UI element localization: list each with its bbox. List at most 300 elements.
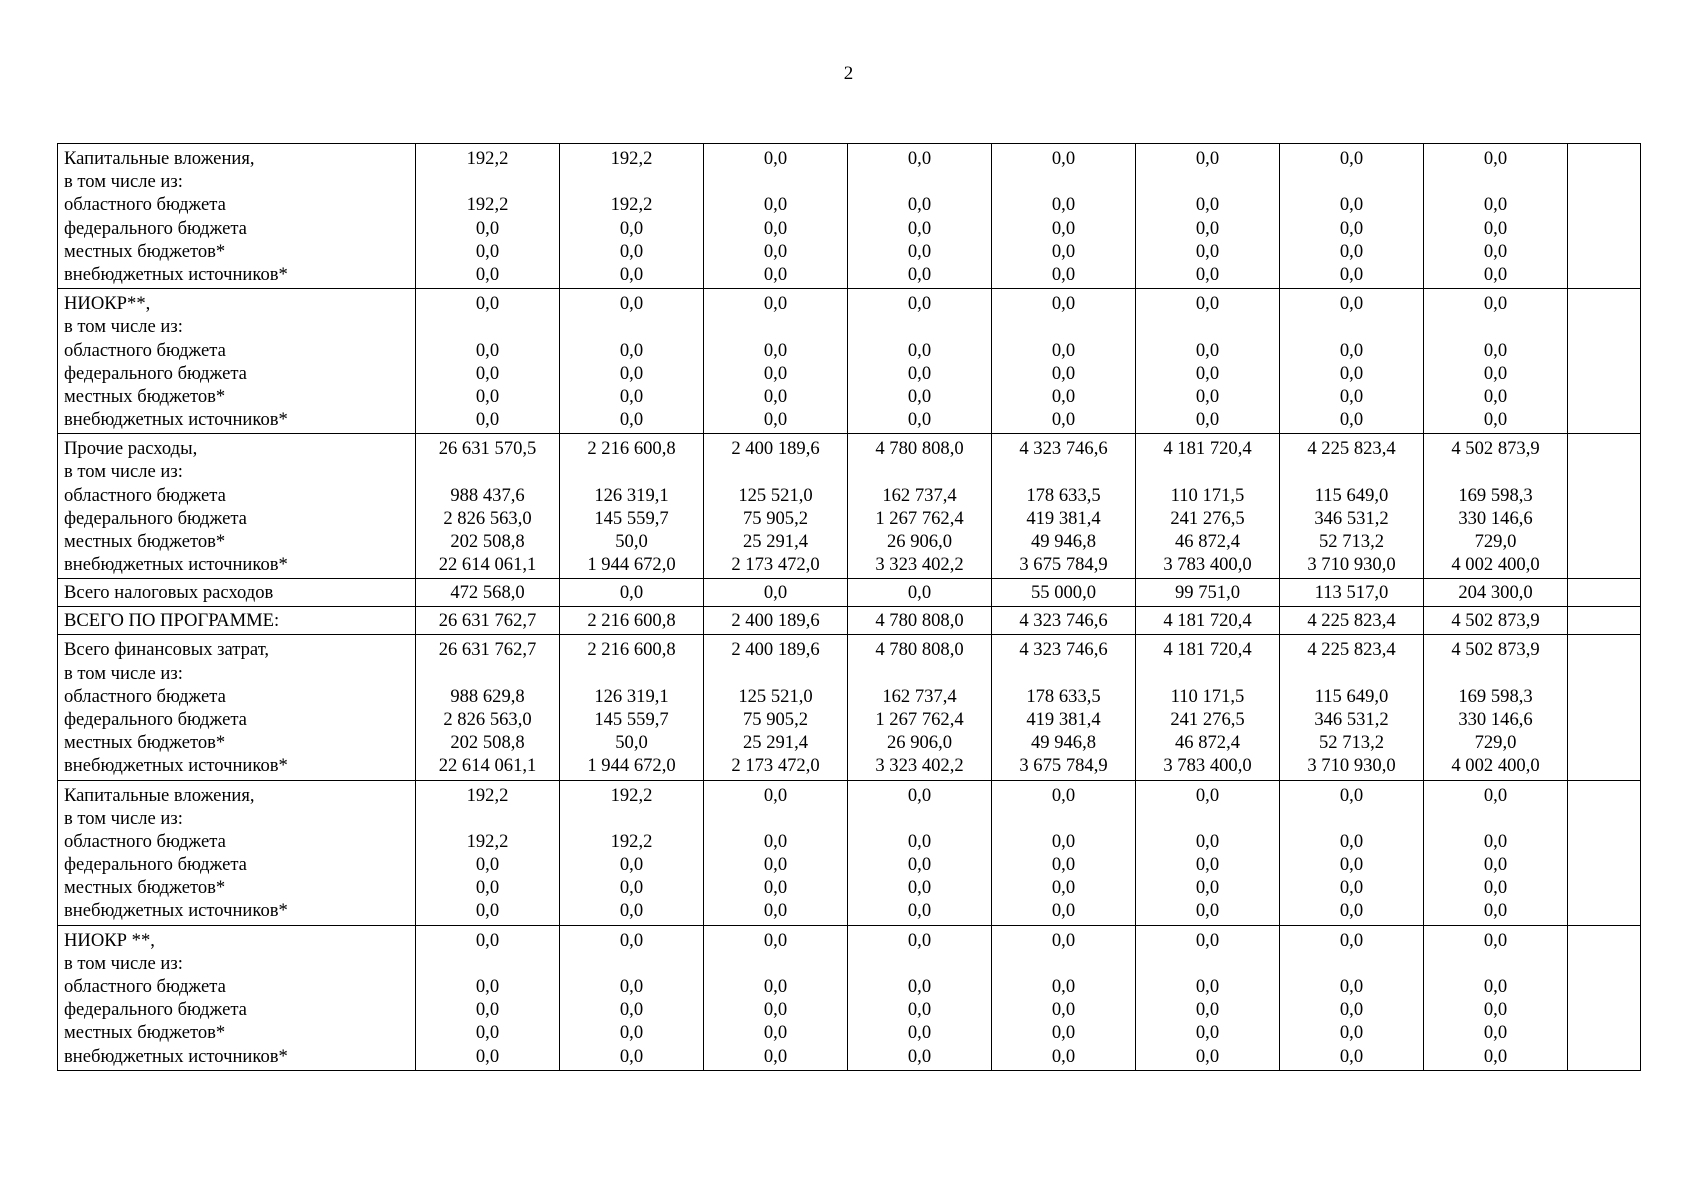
value-cell (1424, 144, 1568, 289)
value-line: 4 002 400,0 (1451, 755, 1540, 777)
value-line (992, 952, 1135, 975)
value-line: 0,0 (1195, 900, 1220, 922)
value-line: 0,0 (1195, 362, 1220, 384)
value-line: 472 568,0 (450, 582, 525, 604)
value-line: 50,0 (615, 732, 648, 754)
value-line: 2 216 600,8 (587, 610, 676, 632)
value-line: 0,0 (1195, 194, 1220, 216)
value-line: 49 946,8 (1030, 732, 1097, 754)
empty-cell (1568, 144, 1641, 289)
value-line: 346 531,2 (1314, 708, 1389, 730)
value-cell (1136, 144, 1280, 289)
value-line: 0,0 (1339, 385, 1364, 407)
value-cell (848, 579, 992, 607)
value-line: 330 146,6 (1458, 507, 1533, 529)
value-line: 2 826 563,0 (443, 507, 532, 529)
value-line: 0,0 (619, 362, 644, 384)
value-line: 241 276,5 (1170, 708, 1245, 730)
value-line: 4 323 746,6 (1019, 438, 1108, 460)
value-line: 0,0 (907, 409, 932, 431)
value-line: 0,0 (907, 900, 932, 922)
row-label-line: внебюджетных источников* (64, 409, 288, 431)
value-cell (416, 607, 560, 635)
row-label-cell (58, 780, 416, 925)
row-label-cell (58, 925, 416, 1070)
value-line: 0,0 (1483, 854, 1508, 876)
value-line: 0,0 (619, 293, 644, 315)
value-line: 0,0 (1339, 240, 1364, 262)
value-cell (416, 434, 560, 579)
value-line: 0,0 (1195, 385, 1220, 407)
value-line: 0,0 (475, 385, 500, 407)
row-label-line: местных бюджетов* (64, 877, 226, 899)
value-line: 0,0 (1483, 929, 1508, 951)
value-line: 0,0 (907, 385, 932, 407)
row-label-line: федерального бюджета (64, 854, 247, 876)
value-line: 0,0 (1051, 362, 1076, 384)
value-line: 0,0 (619, 976, 644, 997)
value-line: 1 267 762,4 (875, 708, 964, 730)
value-line: 1 944 672,0 (587, 554, 676, 576)
value-line: 0,0 (763, 877, 788, 899)
value-line: 0,0 (1339, 362, 1364, 384)
value-cell (560, 434, 704, 579)
value-line: 0,0 (619, 385, 644, 407)
value-line (1424, 315, 1567, 338)
value-line (1280, 952, 1423, 975)
value-cell (1424, 780, 1568, 925)
row-label-line: местных бюджетов* (64, 240, 226, 262)
value-cell (704, 144, 848, 289)
value-line: 0,0 (763, 1045, 788, 1067)
row-label-cell (58, 289, 416, 434)
value-cell (1424, 579, 1568, 607)
value-line: 110 171,5 (1170, 685, 1245, 707)
row-label-line: областного бюджета (64, 685, 226, 707)
row-label-line: местных бюджетов* (64, 531, 226, 552)
value-line (992, 662, 1135, 685)
value-cell (992, 635, 1136, 780)
value-line: 169 598,3 (1458, 685, 1533, 707)
value-line: 1 267 762,4 (875, 507, 964, 529)
value-line: 4 225 823,4 (1307, 610, 1396, 632)
value-line: 0,0 (907, 217, 932, 239)
value-line: 3 675 784,9 (1019, 554, 1108, 576)
value-cell (992, 579, 1136, 607)
value-line: 4 225 823,4 (1307, 639, 1396, 661)
value-line: 3 783 400,0 (1163, 755, 1252, 777)
value-cell (1424, 635, 1568, 780)
value-line: 0,0 (619, 263, 644, 285)
value-line (704, 807, 847, 830)
value-line (416, 807, 559, 830)
row-label-cell (58, 635, 416, 780)
value-cell (848, 289, 992, 434)
value-line: 162 737,4 (882, 685, 957, 707)
table-row (58, 925, 1641, 1070)
value-line: 2 216 600,8 (587, 438, 676, 460)
value-line (848, 170, 991, 193)
value-line (1280, 460, 1423, 483)
value-line: 0,0 (1051, 1045, 1076, 1067)
value-line: 75 905,2 (742, 507, 809, 529)
empty-cell (1568, 607, 1641, 635)
value-cell (992, 607, 1136, 635)
value-line: 0,0 (907, 976, 932, 997)
value-line: 419 381,4 (1026, 507, 1101, 529)
value-line: 0,0 (1051, 339, 1076, 361)
value-line: 0,0 (907, 194, 932, 216)
value-line (1136, 807, 1279, 830)
value-line: 0,0 (907, 1022, 932, 1044)
value-line: 0,0 (1051, 263, 1076, 285)
value-line: 0,0 (1051, 240, 1076, 262)
empty-cell (1568, 780, 1641, 925)
value-line: 0,0 (1339, 194, 1364, 216)
value-line: 0,0 (1195, 240, 1220, 262)
value-line: 988 437,6 (450, 484, 525, 506)
value-line: 26 906,0 (886, 732, 953, 754)
row-label-line: внебюджетных источников* (64, 755, 288, 777)
value-cell (704, 635, 848, 780)
row-label-line: Капитальные вложения, (64, 148, 255, 169)
value-line: 2 400 189,6 (731, 610, 820, 632)
value-line: 0,0 (619, 999, 644, 1021)
value-line: 0,0 (1483, 1045, 1508, 1067)
value-line: 4 780 808,0 (875, 438, 964, 460)
value-line: 0,0 (1195, 929, 1220, 951)
value-line: 0,0 (907, 293, 932, 315)
value-line: 0,0 (763, 293, 788, 315)
value-line: 178 633,5 (1026, 685, 1101, 707)
value-line: 0,0 (1339, 409, 1364, 431)
row-label-line: Всего финансовых затрат, (64, 639, 270, 661)
value-line (416, 952, 559, 975)
row-label-line: областного бюджета (64, 484, 226, 506)
value-line: 110 171,5 (1170, 484, 1245, 506)
value-line: 25 291,4 (742, 732, 809, 754)
value-line: 0,0 (475, 1022, 500, 1044)
value-line (1136, 460, 1279, 483)
value-line: 0,0 (907, 784, 932, 806)
row-label-line: федерального бюджета (64, 362, 247, 384)
value-line: 0,0 (763, 409, 788, 431)
value-line: 52 713,2 (1318, 531, 1385, 552)
row-label-line: ВСЕГО ПО ПРОГРАММЕ: (64, 610, 280, 632)
value-line: 0,0 (1339, 999, 1364, 1021)
value-line (704, 460, 847, 483)
value-cell (848, 635, 992, 780)
value-line: 4 181 720,4 (1163, 639, 1252, 661)
value-cell (560, 635, 704, 780)
value-line: 0,0 (619, 877, 644, 899)
value-line: 115 649,0 (1314, 484, 1389, 506)
value-line: 0,0 (1339, 1045, 1364, 1067)
value-line: 115 649,0 (1314, 685, 1389, 707)
value-line: 126 319,1 (594, 484, 669, 506)
row-label-line: местных бюджетов* (64, 1022, 226, 1044)
value-line: 0,0 (1339, 263, 1364, 285)
value-cell (1136, 607, 1280, 635)
table-body (58, 144, 1641, 1071)
value-line (1136, 315, 1279, 338)
value-line: 0,0 (619, 1022, 644, 1044)
value-line: 162 737,4 (882, 484, 957, 506)
table-row (58, 144, 1641, 289)
value-line: 25 291,4 (742, 531, 809, 552)
value-cell (848, 434, 992, 579)
value-line: 0,0 (1339, 929, 1364, 951)
empty-cell (1568, 579, 1641, 607)
value-line: 4 780 808,0 (875, 639, 964, 661)
value-line: 0,0 (1483, 263, 1508, 285)
value-line: 0,0 (763, 854, 788, 876)
value-line: 0,0 (1339, 830, 1364, 852)
value-line: 0,0 (475, 263, 500, 285)
value-cell (1280, 607, 1424, 635)
value-cell (416, 144, 560, 289)
value-line (560, 315, 703, 338)
row-label-cell (58, 144, 416, 289)
table-row (58, 780, 1641, 925)
value-line: 192,2 (610, 148, 653, 169)
value-line: 0,0 (619, 240, 644, 262)
value-cell (560, 579, 704, 607)
value-cell (704, 579, 848, 607)
value-cell (992, 144, 1136, 289)
value-line: 0,0 (763, 830, 788, 852)
value-line: 0,0 (1483, 409, 1508, 431)
row-label-line: в том числе из: (64, 316, 183, 338)
value-line: 0,0 (619, 217, 644, 239)
value-line: 0,0 (1195, 293, 1220, 315)
empty-cell (1568, 635, 1641, 780)
value-line (848, 315, 991, 338)
value-line: 2 400 189,6 (731, 438, 820, 460)
row-label-line: в том числе из: (64, 461, 183, 483)
row-label-line: федерального бюджета (64, 708, 247, 730)
value-line (848, 662, 991, 685)
value-line: 0,0 (475, 877, 500, 899)
row-label-line: Всего налоговых расходов (64, 582, 274, 604)
row-label-line: областного бюджета (64, 194, 226, 216)
value-cell (416, 579, 560, 607)
value-line (416, 315, 559, 338)
table-row (58, 607, 1641, 635)
row-label-line: федерального бюджета (64, 507, 247, 529)
value-line: 2 173 472,0 (731, 755, 820, 777)
value-cell (560, 607, 704, 635)
value-line: 0,0 (1339, 854, 1364, 876)
value-line: 0,0 (475, 362, 500, 384)
value-cell (560, 780, 704, 925)
value-line: 75 905,2 (742, 708, 809, 730)
value-line: 52 713,2 (1318, 732, 1385, 754)
value-line: 0,0 (1195, 877, 1220, 899)
value-cell (1280, 144, 1424, 289)
value-line: 3 323 402,2 (875, 755, 964, 777)
value-line (1136, 952, 1279, 975)
value-line: 0,0 (475, 976, 500, 997)
value-cell (704, 607, 848, 635)
value-line: 0,0 (619, 409, 644, 431)
value-line: 202 508,8 (450, 531, 525, 552)
value-line (704, 952, 847, 975)
value-line: 988 629,8 (450, 685, 525, 707)
value-line: 3 710 930,0 (1307, 554, 1396, 576)
value-cell (1424, 607, 1568, 635)
value-line: 3 710 930,0 (1307, 755, 1396, 777)
value-line: 0,0 (1051, 148, 1076, 169)
value-line: 3 323 402,2 (875, 554, 964, 576)
value-line: 419 381,4 (1026, 708, 1101, 730)
value-line: 0,0 (907, 263, 932, 285)
value-line: 241 276,5 (1170, 507, 1245, 529)
value-line: 145 559,7 (594, 507, 669, 529)
value-cell (848, 144, 992, 289)
value-line: 0,0 (1195, 148, 1220, 169)
value-line: 0,0 (475, 240, 500, 262)
value-cell (1136, 579, 1280, 607)
value-line: 0,0 (763, 929, 788, 951)
value-line (1280, 170, 1423, 193)
value-line: 204 300,0 (1458, 582, 1533, 604)
value-cell (560, 289, 704, 434)
value-cell (1280, 579, 1424, 607)
value-line: 0,0 (1339, 217, 1364, 239)
value-cell (1136, 434, 1280, 579)
value-cell (992, 925, 1136, 1070)
row-label-line: внебюджетных источников* (64, 554, 288, 576)
value-line: 49 946,8 (1030, 531, 1097, 552)
value-line: 729,0 (1474, 531, 1517, 552)
value-line: 0,0 (1195, 1022, 1220, 1044)
value-cell (1136, 925, 1280, 1070)
value-line: 0,0 (1483, 240, 1508, 262)
row-label-line: местных бюджетов* (64, 385, 226, 407)
value-line: 145 559,7 (594, 708, 669, 730)
value-line (992, 460, 1135, 483)
row-label-line: внебюджетных источников* (64, 900, 288, 922)
value-line: 0,0 (907, 877, 932, 899)
value-line: 0,0 (907, 148, 932, 169)
value-line: 0,0 (1051, 929, 1076, 951)
value-cell (848, 925, 992, 1070)
row-label-line: НИОКР **, (64, 929, 155, 951)
row-label-line: в том числе из: (64, 952, 183, 974)
value-line: 0,0 (907, 929, 932, 951)
value-line: 0,0 (1339, 784, 1364, 806)
value-line: 0,0 (1051, 293, 1076, 315)
value-line: 0,0 (475, 999, 500, 1021)
value-line: 125 521,0 (738, 484, 813, 506)
value-cell (1424, 434, 1568, 579)
value-line: 2 826 563,0 (443, 708, 532, 730)
value-line: 0,0 (1051, 976, 1076, 997)
value-line: 0,0 (1483, 217, 1508, 239)
value-line: 0,0 (1483, 1022, 1508, 1044)
value-line (1424, 460, 1567, 483)
value-line: 46 872,4 (1174, 732, 1241, 754)
budget-table (57, 143, 1641, 1071)
value-line (992, 315, 1135, 338)
value-line: 0,0 (1483, 976, 1508, 997)
value-line: 0,0 (1483, 900, 1508, 922)
value-line: 0,0 (1483, 999, 1508, 1021)
value-line: 55 000,0 (1030, 582, 1097, 604)
value-line: 4 502 873,9 (1451, 610, 1540, 632)
value-line: 0,0 (763, 999, 788, 1021)
value-line: 0,0 (763, 385, 788, 407)
value-line: 330 146,6 (1458, 708, 1533, 730)
value-line: 0,0 (1195, 263, 1220, 285)
value-line: 0,0 (1051, 999, 1076, 1021)
value-cell (704, 434, 848, 579)
value-cell (848, 607, 992, 635)
value-cell (992, 434, 1136, 579)
value-line: 2 400 189,6 (731, 639, 820, 661)
value-line: 3 675 784,9 (1019, 755, 1108, 777)
value-line (704, 170, 847, 193)
value-line: 0,0 (1339, 1022, 1364, 1044)
value-line: 0,0 (1483, 362, 1508, 384)
value-line: 0,0 (1051, 409, 1076, 431)
value-line (1424, 952, 1567, 975)
value-line: 0,0 (1195, 999, 1220, 1021)
value-line: 0,0 (1483, 784, 1508, 806)
value-line: 0,0 (1195, 854, 1220, 876)
value-line: 0,0 (1483, 293, 1508, 315)
row-label-line: областного бюджета (64, 976, 226, 997)
value-cell (848, 780, 992, 925)
value-line: 4 181 720,4 (1163, 610, 1252, 632)
value-line: 192,2 (466, 194, 509, 216)
value-cell (416, 289, 560, 434)
row-label-cell (58, 434, 416, 579)
value-line: 0,0 (1051, 194, 1076, 216)
value-line: 0,0 (1483, 877, 1508, 899)
value-line: 0,0 (1051, 877, 1076, 899)
value-line: 0,0 (907, 339, 932, 361)
value-line: 0,0 (1051, 1022, 1076, 1044)
value-cell (1136, 780, 1280, 925)
value-line: 22 614 061,1 (438, 554, 537, 576)
value-cell (1280, 925, 1424, 1070)
value-line: 346 531,2 (1314, 507, 1389, 529)
value-line: 0,0 (763, 362, 788, 384)
value-line: 0,0 (1195, 976, 1220, 997)
value-line: 0,0 (475, 929, 500, 951)
value-line: 0,0 (475, 293, 500, 315)
value-cell (1280, 635, 1424, 780)
value-line (1280, 807, 1423, 830)
value-line: 169 598,3 (1458, 484, 1533, 506)
value-line: 4 002 400,0 (1451, 554, 1540, 576)
row-label-line: внебюджетных источников* (64, 1045, 288, 1067)
value-line: 0,0 (619, 929, 644, 951)
value-line: 202 508,8 (450, 732, 525, 754)
value-line: 4 323 746,6 (1019, 639, 1108, 661)
value-line: 729,0 (1474, 732, 1517, 754)
value-line: 0,0 (1339, 976, 1364, 997)
value-line: 0,0 (1339, 339, 1364, 361)
value-cell (1280, 780, 1424, 925)
value-line: 0,0 (619, 339, 644, 361)
value-line: 0,0 (763, 582, 788, 604)
value-line (560, 807, 703, 830)
value-line: 0,0 (475, 1045, 500, 1067)
row-label-line: федерального бюджета (64, 217, 247, 239)
